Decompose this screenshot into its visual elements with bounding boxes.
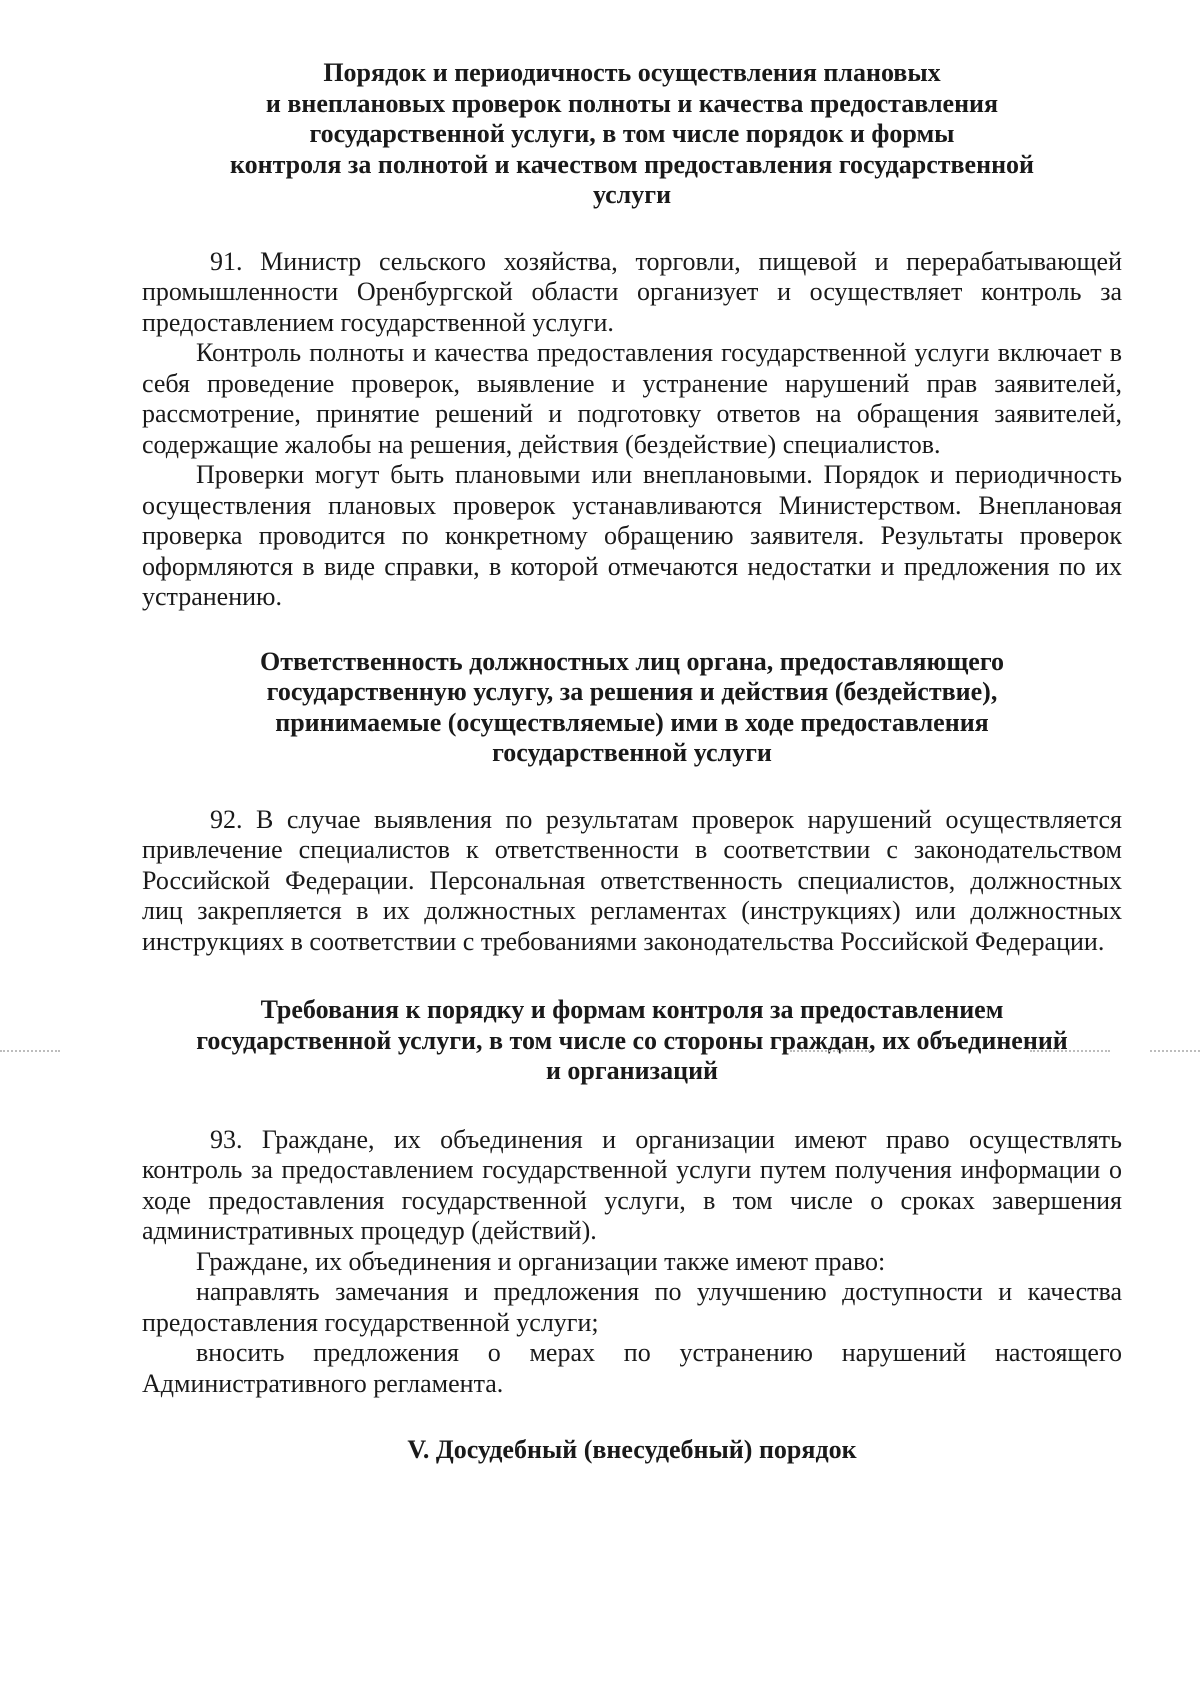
document-content xyxy=(142,58,1122,1466)
heading-line: государственной услуги xyxy=(492,738,772,767)
heading-line: Ответственность должностных лиц органа, предоставляющего xyxy=(260,646,1004,676)
scan-artifact xyxy=(790,1050,870,1054)
paragraph-92: 92. В случае выявления по результатам проверок нарушений осуществляется привлечение специалистов к ответственности в соответствии с законодательством Российской Федерации. Персональная ответственность специалистов, должностных лиц закрепляется в их должностных регламентах (инструкциях) или должностных инструкциях в соответствии с требованиями законодательства Российской Федерации. xyxy=(142,804,1122,956)
section-heading-responsibility xyxy=(142,647,1122,769)
scan-artifact xyxy=(1150,1050,1200,1054)
heading-line: государственной услуги, в том числе порядок и формы xyxy=(309,119,955,148)
heading-line: Порядок и периодичность осуществления плановых xyxy=(323,58,941,87)
heading-line: V. Досудебный (внесудебный) порядок xyxy=(407,1435,857,1464)
heading-line: и внеплановых проверок полноты и качества предоставления xyxy=(265,88,999,118)
section-heading-pretrial-procedure xyxy=(142,1435,1122,1466)
paragraph-inspections: Проверки могут быть плановыми или внеплановыми. Порядок и периодичность осуществления плановых проверок устанавливаются Министерством. Внеплановая проверка проводится по конкретному обращению заявителя. Результаты проверок оформляются в виде справки, в которой отмечаются недостатки и предложения по их устранению. xyxy=(142,460,1122,611)
paragraph-control-scope: Контроль полноты и качества предоставления государственной услуги включает в себя проведение проверок, выявление и устранение нарушений прав заявителей, рассмотрение, принятие решений и подготовку ответов на обращения заявителей, содержащие жалобы на решения, действия (бездействие) специалистов. xyxy=(142,338,1122,459)
section-heading-control-requirements xyxy=(142,995,1122,1087)
section-heading-control-procedure xyxy=(142,58,1122,211)
heading-line: Требования к порядку и формам контроля за предоставлением xyxy=(260,995,1004,1024)
heading-line: и организаций xyxy=(545,1056,719,1085)
heading-line: услуги xyxy=(592,180,672,209)
paragraph-91: 91. Министр сельского хозяйства, торговли, пищевой и перерабатывающей промышленности Оренбургской области организует и осуществляет контроль за предоставлением государственной услуги. xyxy=(142,246,1122,337)
heading-line: контроля за полнотой и качеством предоставления государственной xyxy=(229,149,1035,179)
scan-artifact xyxy=(1030,1050,1110,1054)
paragraph-propose-measures: вносить предложения о мерах по устранению нарушений настоящего Административного регламента. xyxy=(142,1338,1122,1398)
heading-line: принимаемые (осуществляемые) ими в ходе предоставления xyxy=(275,707,989,737)
paragraph-citizens-rights: Граждане, их объединения и организации также имеют право: xyxy=(196,1246,886,1276)
paragraph-93: 93. Граждане, их объединения и организации имеют право осуществлять контроль за предоставлением государственной услуги путем получения информации о ходе предоставления государственной услуги, в том числе о сроках завершения административных процедур (действий). xyxy=(142,1124,1122,1245)
paragraph-send-remarks: направлять замечания и предложения по улучшению доступности и качества предоставления государственной услуги; xyxy=(142,1277,1122,1337)
scan-artifact xyxy=(0,1050,60,1054)
heading-line: государственную услугу, за решения и действия (бездействие), xyxy=(266,677,998,706)
heading-line: государственной услуги, в том числе со стороны граждан, их объединений xyxy=(196,1025,1068,1055)
